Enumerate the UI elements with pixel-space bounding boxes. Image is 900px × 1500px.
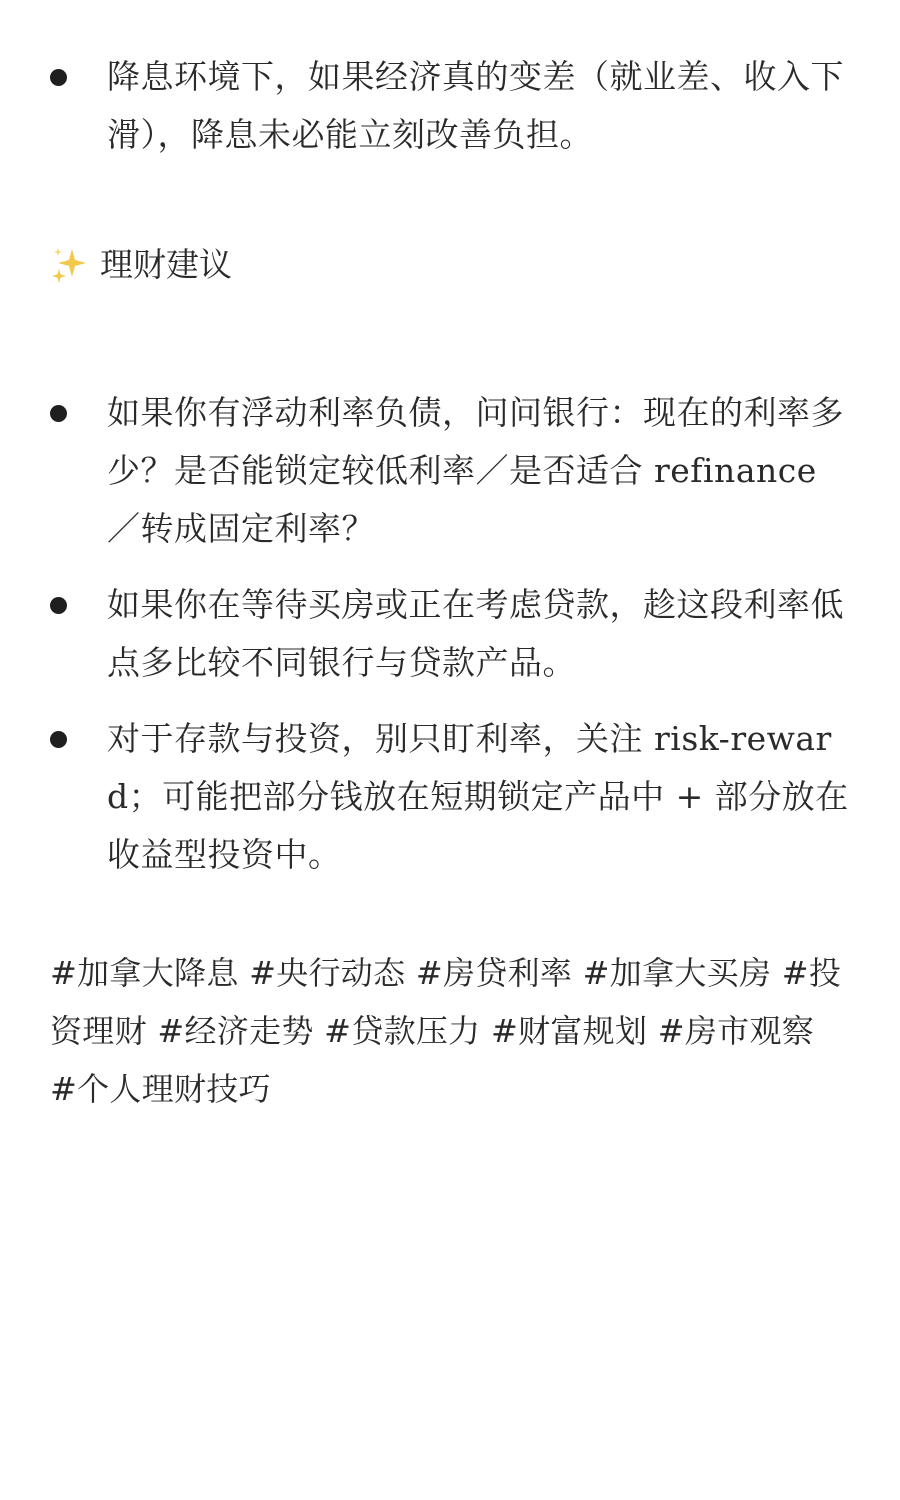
list-item: [50, 710, 850, 884]
bullet-text: 如果你有浮动利率负债，问问银行：现在的利率多少？是否能锁定较低利率／是否适合 refinance／转成固定利率？: [107, 393, 844, 548]
list-item: [50, 384, 850, 558]
advice-bullet-list: [50, 384, 850, 884]
section-title: 理财建议: [100, 245, 232, 284]
list-item: [50, 48, 850, 164]
bullet-dot: [50, 597, 67, 614]
sparkles-icon: [50, 245, 90, 285]
bullet-dot: [50, 69, 67, 86]
bullet-text: 降息环境下，如果经济真的变差（就业差、收入下滑），降息未必能立刻改善负担。: [107, 57, 844, 154]
bullet-dot: [50, 731, 67, 748]
bullet-text: 对于存款与投资，别只盯利率，关注 risk-reward；可能把部分钱放在短期锁定产品中 + 部分放在收益型投资中。: [107, 719, 849, 874]
article-content: [50, 48, 850, 1118]
section-heading: [50, 236, 850, 294]
bullet-dot: [50, 405, 67, 422]
bullet-text: 如果你在等待买房或正在考虑贷款，趁这段利率低点多比较不同银行与贷款产品。: [107, 585, 844, 682]
intro-bullet-list: [50, 48, 850, 164]
hashtag-list[interactable]: #加拿大降息 #央行动态 #房贷利率 #加拿大买房 #投资理财 #经济走势 #贷款压力 #财富规划 #房市观察 #个人理财技巧: [50, 954, 842, 1108]
list-item: [50, 576, 850, 692]
